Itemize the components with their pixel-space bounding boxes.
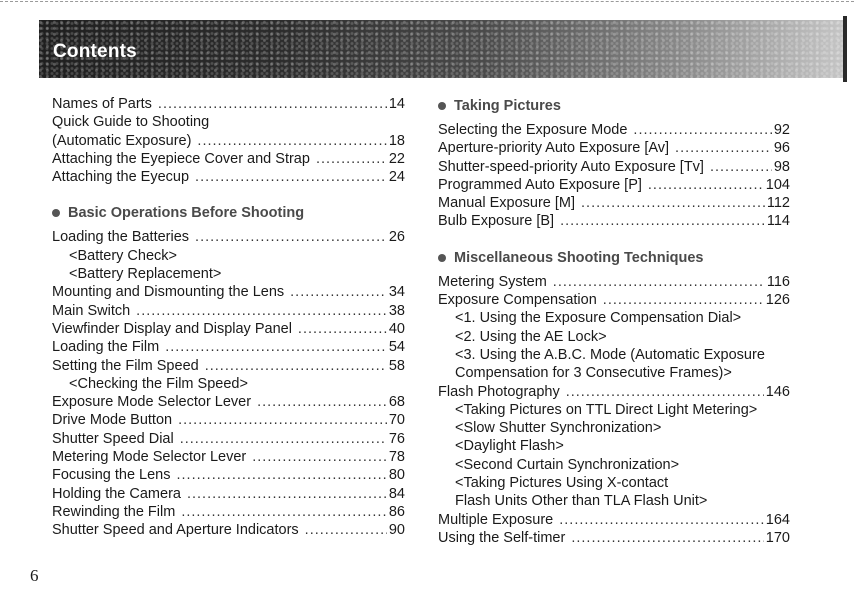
toc-leader-dots xyxy=(290,283,387,301)
toc-leader-dots xyxy=(252,448,387,466)
toc-subentry: <Checking the Film Speed> xyxy=(69,375,248,392)
toc-entry-page: 18 xyxy=(388,132,405,149)
toc-entry-title: Multiple Exposure xyxy=(438,511,554,528)
toc-entry-title: Selecting the Exposure Mode xyxy=(438,122,628,138)
toc-entry xyxy=(438,529,790,547)
toc-entry-title: (Automatic Exposure) xyxy=(52,132,192,149)
toc-leader-dots xyxy=(305,521,387,539)
toc-entry-page: 24 xyxy=(388,169,405,186)
toc-leader-dots xyxy=(205,357,387,375)
toc-entry-title: Using the Self-timer xyxy=(438,529,566,546)
toc-leader-dots xyxy=(710,158,772,176)
toc-entry xyxy=(52,485,405,503)
toc-entry-page: 126 xyxy=(765,292,790,309)
section-heading-misc-techniques xyxy=(438,247,790,269)
toc-right-column xyxy=(438,95,790,547)
toc-entry-page: 98 xyxy=(773,158,790,175)
toc-subentry: Flash Units Other than TLA Flash Unit> xyxy=(455,493,708,510)
toc-leader-dots xyxy=(560,212,765,230)
toc-subentry: <2. Using the AE Lock> xyxy=(455,328,607,345)
toc-left-group-2 xyxy=(52,228,405,539)
toc-right-group-1 xyxy=(438,121,790,231)
toc-leader-dots xyxy=(187,485,387,503)
toc-entry-page: 92 xyxy=(773,122,790,138)
section-bullet-icon xyxy=(438,254,446,262)
toc-leader-dots xyxy=(181,503,387,521)
toc-entry xyxy=(52,95,405,113)
toc-entry-title: Attaching the Eyepiece Cover and Strap xyxy=(52,150,310,167)
toc-entry-page: 78 xyxy=(388,449,405,466)
toc-entry-page: 70 xyxy=(388,412,405,429)
toc-entry xyxy=(52,411,405,429)
toc-entry-title: Viewfinder Display and Display Panel xyxy=(52,320,292,337)
toc-entry-page: 68 xyxy=(388,394,405,411)
toc-entry-title: Shutter Speed and Aperture Indicators xyxy=(52,522,299,539)
toc-entry-title: Setting the Film Speed xyxy=(52,357,199,374)
toc-entry xyxy=(438,121,790,139)
toc-entry xyxy=(52,503,405,521)
toc-entry xyxy=(52,466,405,484)
toc-entry-title: Flash Photography xyxy=(438,383,560,400)
toc-entry-page: 146 xyxy=(765,383,790,400)
toc-entry-page: 84 xyxy=(388,485,405,502)
toc-entry xyxy=(52,228,405,246)
toc-entry-page: 104 xyxy=(765,176,790,193)
toc-subentry: <3. Using the A.B.C. Mode (Automatic Exposure xyxy=(455,346,765,363)
toc-entry-page: 96 xyxy=(773,140,790,157)
section-bullet-icon xyxy=(52,209,60,217)
toc-leader-dots xyxy=(316,150,387,168)
toc-entry xyxy=(52,302,405,320)
toc-entry-title: Exposure Compensation xyxy=(438,292,597,309)
toc-subentry: <Second Curtain Synchronization> xyxy=(455,456,680,473)
toc-entry-page: 14 xyxy=(388,96,405,112)
toc-entry-title: Holding the Camera xyxy=(52,485,181,502)
toc-entry xyxy=(52,320,405,338)
toc-entry xyxy=(52,521,405,539)
toc-entry xyxy=(438,139,790,157)
toc-leader-dots xyxy=(165,338,387,356)
toc-leader-dots xyxy=(553,273,765,291)
toc-entry xyxy=(438,194,790,212)
page-title: Contents xyxy=(53,41,137,62)
page-number: 6 xyxy=(30,566,39,585)
toc-leader-dots xyxy=(195,168,387,186)
toc-entry-title: Main Switch xyxy=(52,302,131,319)
toc-entry-page: 58 xyxy=(388,357,405,374)
toc-entry xyxy=(52,338,405,356)
toc-leader-dots xyxy=(195,228,387,246)
toc-subentry: <Taking Pictures Using X-contact xyxy=(455,475,669,492)
toc-leader-dots xyxy=(675,139,772,157)
toc-leader-dots xyxy=(581,194,765,212)
toc-entry-page: 80 xyxy=(388,467,405,484)
toc-entry xyxy=(52,132,405,150)
toc-entry xyxy=(438,212,790,230)
section-heading-text: Taking Pictures xyxy=(454,98,561,114)
toc-entry xyxy=(52,283,405,301)
toc-entry xyxy=(52,168,405,186)
toc-leader-dots xyxy=(136,302,387,320)
section-heading-taking-pictures xyxy=(438,95,790,117)
section-heading-text: Basic Operations Before Shooting xyxy=(68,205,305,222)
toc-entry-title: Attaching the Eyecup xyxy=(52,169,190,186)
toc-entry-title: Shutter-speed-priority Auto Exposure [Tv] xyxy=(438,158,704,175)
toc-entry-page: 76 xyxy=(388,430,405,447)
toc-entry-title: Aperture-priority Auto Exposure [Av] xyxy=(438,140,670,157)
toc-entry xyxy=(52,357,405,375)
toc-leader-dots xyxy=(566,383,764,401)
section-heading-basic-operations xyxy=(52,202,405,224)
toc-entry-page: 86 xyxy=(388,503,405,520)
toc-entry xyxy=(438,383,790,401)
toc-entry-page: 90 xyxy=(388,522,405,539)
toc-entry xyxy=(438,273,790,291)
toc-leader-dots xyxy=(648,176,764,194)
toc-entry xyxy=(52,393,405,411)
toc-entry-page: 34 xyxy=(388,284,405,301)
toc-entry xyxy=(52,430,405,448)
toc-leader-dots xyxy=(633,121,771,139)
toc-entry-title: Loading the Film xyxy=(52,339,160,356)
toc-line: Quick Guide to Shooting xyxy=(52,114,210,131)
toc-entry-title: Exposure Mode Selector Lever xyxy=(52,394,252,411)
toc-subentry: <Slow Shutter Synchronization> xyxy=(455,420,662,437)
section-bullet-icon xyxy=(438,102,446,110)
toc-entry-page: 116 xyxy=(766,273,790,290)
toc-entry xyxy=(438,158,790,176)
toc-entry-title: Metering Mode Selector Lever xyxy=(52,449,247,466)
toc-entry-title: Rewinding the Film xyxy=(52,503,176,520)
toc-entry-page: 54 xyxy=(388,339,405,356)
toc-leader-dots xyxy=(559,511,764,529)
toc-subentry: <1. Using the Exposure Compensation Dial> xyxy=(455,310,742,327)
toc-subentry: <Daylight Flash> xyxy=(455,438,564,455)
toc-entry xyxy=(438,176,790,194)
toc-entry-page: 112 xyxy=(766,195,790,212)
toc-leader-dots xyxy=(197,132,386,150)
toc-entry-title: Names of Parts xyxy=(52,96,152,112)
toc-entry-page: 26 xyxy=(388,229,405,246)
toc-subentry: <Battery Check> xyxy=(69,247,177,264)
toc-entry-title: Shutter Speed Dial xyxy=(52,430,174,447)
toc-right-group-2 xyxy=(438,273,790,547)
toc-entry xyxy=(52,150,405,168)
toc-subentry: Compensation for 3 Consecutive Frames)> xyxy=(455,365,732,382)
toc-entry xyxy=(52,448,405,466)
toc-leader-dots xyxy=(177,466,387,484)
toc-left-column xyxy=(52,95,405,540)
toc-leader-dots xyxy=(298,320,387,338)
toc-entry-title: Bulb Exposure [B] xyxy=(438,213,555,230)
toc-entry-page: 40 xyxy=(388,320,405,337)
toc-entry-page: 114 xyxy=(766,213,790,230)
toc-subentry: <Battery Replacement> xyxy=(69,266,222,283)
toc-entry-title: Drive Mode Button xyxy=(52,412,173,429)
toc-leader-dots xyxy=(158,95,387,113)
toc-entry xyxy=(438,291,790,309)
toc-entry-page: 170 xyxy=(765,529,790,546)
section-heading-text: Miscellaneous Shooting Techniques xyxy=(454,249,704,266)
toc-entry-title: Loading the Batteries xyxy=(52,229,190,246)
toc-leader-dots xyxy=(257,393,387,411)
toc-entry-title: Metering System xyxy=(438,273,547,290)
toc-entry-title: Manual Exposure [M] xyxy=(438,195,576,212)
toc-leader-dots xyxy=(603,291,764,309)
toc-leader-dots xyxy=(178,411,387,429)
toc-entry-title: Programmed Auto Exposure [P] xyxy=(438,176,642,193)
toc-left-group-1 xyxy=(52,95,405,186)
toc-entry-page: 22 xyxy=(388,150,405,167)
toc-entry-page: 38 xyxy=(388,302,405,319)
top-dashed-rule xyxy=(0,1,854,2)
toc-subentry: <Taking Pictures on TTL Direct Light Metering> xyxy=(455,401,758,418)
toc-entry-title: Mounting and Dismounting the Lens xyxy=(52,284,285,301)
toc-leader-dots xyxy=(571,529,763,547)
toc-entry-title: Focusing the Lens xyxy=(52,467,171,484)
toc-entry xyxy=(438,511,790,529)
toc-leader-dots xyxy=(180,430,387,448)
toc-entry-page: 164 xyxy=(765,511,790,528)
contents-banner xyxy=(39,20,846,78)
